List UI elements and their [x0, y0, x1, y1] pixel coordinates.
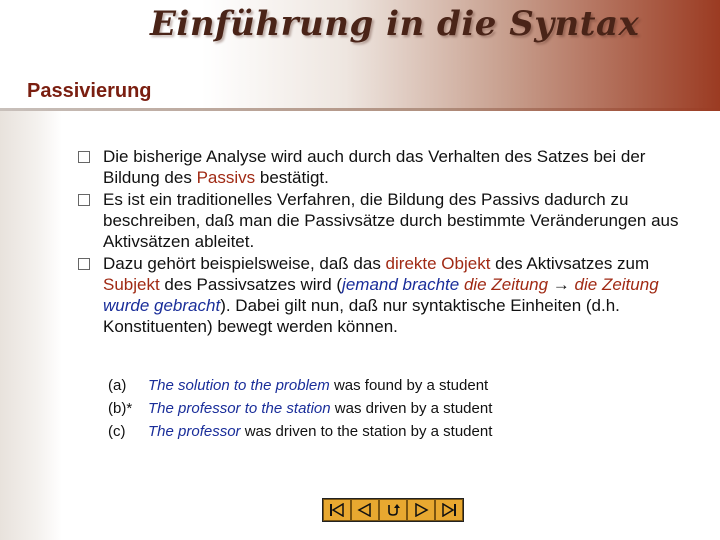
example-italic: wurde gebracht [103, 296, 221, 315]
bullet-item-3 [78, 253, 698, 337]
highlight-term: direkte Objekt [385, 254, 491, 273]
example-label: (c) [108, 423, 126, 440]
checkbox-bullet-icon [78, 194, 90, 206]
first-slide-icon [328, 503, 346, 517]
bullet-text: bestätigt. [255, 168, 329, 187]
example-row [108, 397, 492, 420]
page-title: Passivierung [27, 80, 152, 102]
example-row [108, 420, 492, 443]
bullet-text: Es ist ein traditionelles Verfahren, die Bildung des Passivs dadurch zu beschreiben, daß man die Passivsätze durch bestimmte Veränderungen aus Aktivsätzen ableitet. [103, 190, 679, 251]
checkbox-bullet-icon [78, 151, 90, 163]
example-highlight: die Zeitung [574, 275, 659, 294]
next-slide-icon [412, 503, 430, 517]
checkbox-bullet-icon [78, 258, 90, 270]
highlight-term: Passivs [196, 168, 256, 187]
example-label: (b)* [108, 400, 133, 417]
next-slide-button[interactable] [407, 499, 435, 521]
example-plain: was found by a student [329, 377, 489, 394]
last-slide-icon [440, 503, 458, 517]
bullet-text: ). Dabei gilt nun, daß nur syntaktische Einheiten (d.h. Konstituenten) bewegt werden können. [103, 296, 620, 336]
example-italic: The professor [148, 423, 245, 440]
arrow-symbol: → [548, 275, 575, 294]
example-row [108, 374, 492, 397]
previous-slide-icon [356, 503, 374, 517]
example-label: (a) [108, 377, 127, 394]
bullet-text: Die bisherige Analyse wird auch durch das Verhalten des Satzes bei der Bildung des [103, 147, 646, 187]
example-plain: was driven by a student [330, 400, 493, 417]
return-icon [384, 503, 402, 517]
return-button[interactable] [379, 499, 407, 521]
bullet-item-2 [78, 189, 698, 252]
example-highlight: die Zeitung [463, 275, 549, 294]
bullet-text: des Passivsatzes wird ( [159, 275, 343, 294]
example-italic: jemand brachte [342, 275, 464, 294]
example-italic: The professor to the station [148, 400, 331, 417]
example-plain: was driven to the station by a student [244, 423, 493, 440]
first-slide-button[interactable] [323, 499, 351, 521]
example-list [108, 374, 492, 443]
last-slide-button[interactable] [435, 499, 463, 521]
bullet-text: Dazu gehört beispielsweise, daß das [103, 254, 386, 273]
example-italic: The solution to the problem [148, 377, 330, 394]
highlight-term: Subjekt [103, 275, 160, 294]
bullet-list [78, 146, 698, 338]
slide-header-title: Einführung in die Syntax [150, 4, 640, 44]
previous-slide-button[interactable] [351, 499, 379, 521]
header-divider [0, 108, 720, 111]
bullet-text: des Aktivsatzes zum [490, 254, 650, 273]
bullet-item-1 [78, 146, 698, 188]
slide-navigation [322, 498, 464, 522]
